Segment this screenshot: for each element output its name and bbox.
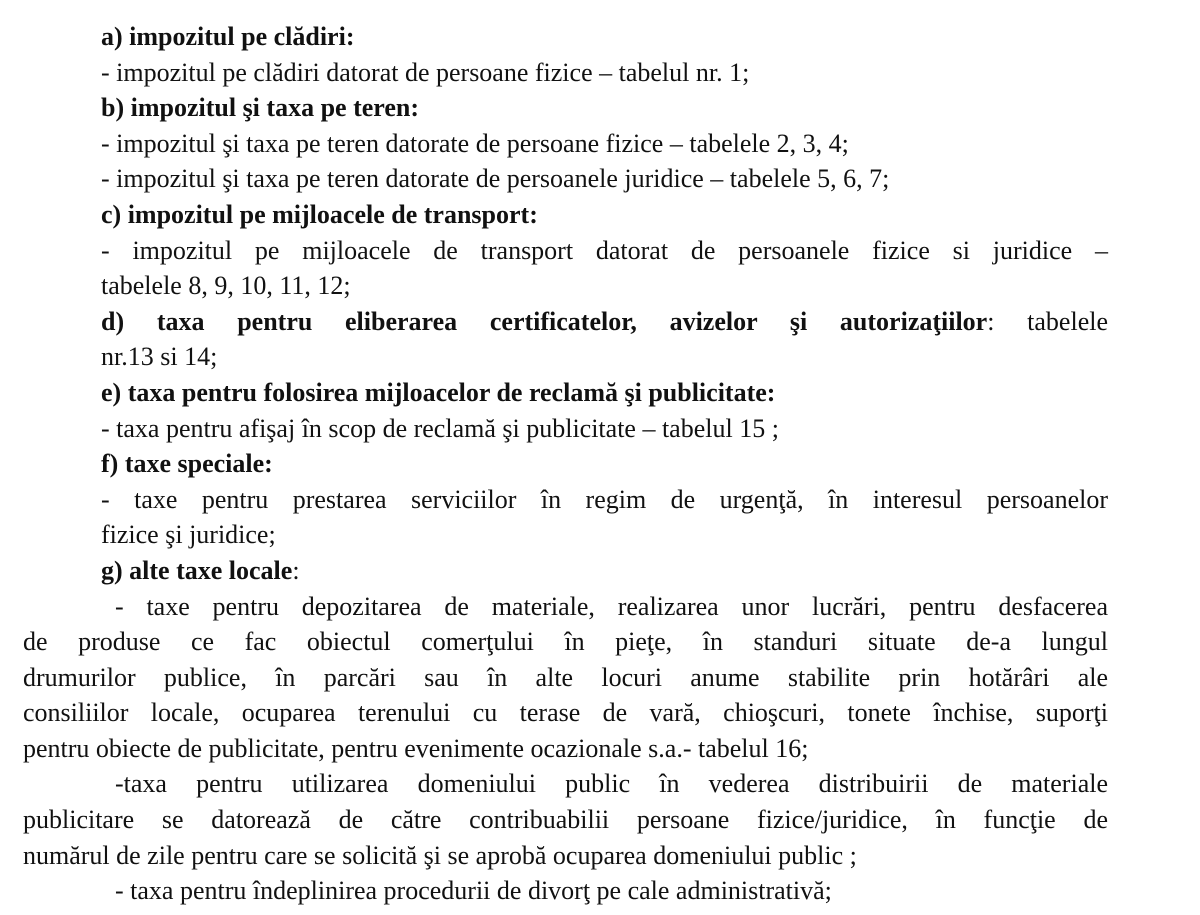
section-f-item-1-cont: fizice şi juridice;: [101, 520, 276, 550]
section-g-heading-tail: :: [292, 555, 300, 585]
section-a-heading: a) impozitul pe clădiri:: [101, 22, 355, 51]
section-b-item-1: - impozitul şi taxa pe teren datorate de persoane fizice – tabelele 2, 3, 4;: [101, 128, 849, 158]
section-g-paragraph-2: [23, 766, 1108, 873]
section-c-heading: c) impozitul pe mijloacele de transport:: [101, 199, 538, 229]
section-d-heading-tail: : tabelele: [987, 306, 1108, 336]
section-f-heading: f) taxe speciale:: [101, 449, 273, 479]
section-b-item-2: - impozitul şi taxa pe teren datorate de persoanele juridice – tabelele 5, 6, 7;: [101, 164, 890, 194]
section-d-item-1: nr.13 si 14;: [101, 342, 218, 372]
paragraph-2-line-3: numărul de zile pentru care se solicită şi se aprobă ocuparea domeniului public ;: [23, 840, 857, 870]
section-a-item-1: - impozitul pe clădiri datorat de persoane fizice – tabelul nr. 1;: [101, 57, 750, 87]
paragraph-2-line-2: publicitare se datorează de către contribuabilii persoane fizice/juridice, în funcţie de: [23, 805, 1108, 835]
section-d-heading: d) taxa pentru eliberarea certificatelor, avizelor şi autorizaţiilor: [101, 306, 988, 336]
paragraph-1-line-5: pentru obiecte de publicitate, pentru evenimente ocazionale s.a.- tabelul 16;: [23, 733, 809, 763]
section-f-item-1: - taxe pentru prestarea serviciilor în regim de urgenţă, în interesul persoanelor: [101, 484, 1108, 514]
section-d-heading-line: [23, 304, 1108, 340]
section-g-heading: g) alte taxe locale: [101, 555, 293, 585]
paragraph-1-line-4: consiliilor locale, ocuparea terenului cu terase de vară, chioşcuri, tonete închise, suporţi: [23, 698, 1108, 728]
paragraph-3-line-1: - taxa pentru îndeplinirea procedurii de divorţ pe cale administrativă;: [115, 876, 832, 906]
section-g-paragraph-1: [23, 589, 1108, 767]
paragraph-1-line-3: drumurilor publice, în parcări sau în alte locuri anume stabilite prin hotărâri ale: [23, 662, 1108, 692]
paragraph-1-line-1: - taxe pentru depozitarea de materiale, realizarea unor lucrări, pentru desfacerea: [115, 591, 1108, 621]
section-g-heading-line: [23, 553, 1108, 589]
section-g-paragraph-3: [23, 873, 1108, 909]
section-e-item-1: - taxa pentru afişaj în scop de reclamă şi publicitate – tabelul 15 ;: [101, 413, 779, 443]
section-c-item-1-cont: tabelele 8, 9, 10, 11, 12;: [101, 271, 351, 301]
section-e-heading: e) taxa pentru folosirea mijloacelor de reclamă şi publicitate:: [101, 377, 776, 407]
paragraph-2-line-1: -taxa pentru utilizarea domeniului public în vederea distribuirii de materiale: [115, 769, 1108, 799]
section-b-heading: b) impozitul şi taxa pe teren:: [101, 93, 419, 123]
section-c-item-1: - impozitul pe mijloacele de transport datorat de persoanele fizice si juridice –: [101, 235, 1108, 265]
paragraph-1-line-2: de produse ce fac obiectul comerţului în pieţe, în standuri situate de-a lungul: [23, 627, 1108, 657]
